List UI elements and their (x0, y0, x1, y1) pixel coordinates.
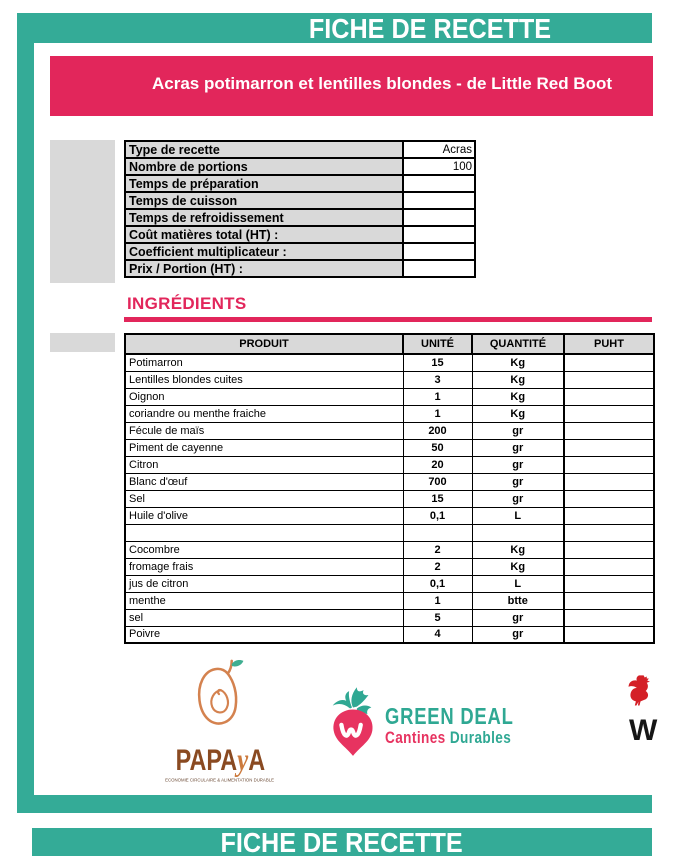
ingredient-product: Piment de cayenne (125, 439, 403, 456)
ingredient-product: Sel (125, 490, 403, 507)
ingredient-puht-value (564, 592, 654, 609)
green-deal-title: GREEN DEAL (385, 703, 514, 729)
ingredient-puht-value (564, 439, 654, 456)
rooster-icon (626, 672, 653, 715)
ingredients-header-row (125, 334, 654, 354)
ingredient-product: jus de citron (125, 575, 403, 592)
info-row (125, 260, 475, 277)
ingredient-row (125, 507, 654, 524)
ingredient-row (125, 439, 654, 456)
recipe-title-banner (50, 56, 653, 116)
ingredient-unite-value: 4 (403, 626, 472, 643)
green-deal-logo (325, 684, 546, 767)
col-header-unite: UNITÉ (403, 334, 472, 354)
ingredient-product: Citron (125, 456, 403, 473)
ingredients-table (124, 333, 655, 644)
papaya-wordmark: PAPAyA (175, 741, 265, 777)
papaya-logo (165, 658, 275, 784)
ingredient-quantite-value: gr (472, 456, 564, 473)
ingredient-unite-value: 1 (403, 592, 472, 609)
ingredient-row (125, 609, 654, 626)
ingredient-unite-value (403, 524, 472, 541)
ingredient-product: Huile d'olive (125, 507, 403, 524)
info-row (125, 209, 475, 226)
ingredient-puht-value (564, 388, 654, 405)
ingredient-quantite-value: Kg (472, 354, 564, 371)
wallonie-logo (626, 672, 666, 746)
ingredient-unite-value: 2 (403, 558, 472, 575)
ingredient-product (125, 524, 403, 541)
green-deal-wordmark (385, 704, 514, 747)
ingredient-product: Fécule de maïs (125, 422, 403, 439)
ingredient-quantite-value: Kg (472, 388, 564, 405)
info-value (403, 226, 475, 243)
ingredient-puht-value (564, 626, 654, 643)
sheet-header-title: FICHE DE RECETTE (308, 13, 552, 44)
ingredient-product: coriandre ou menthe fraiche (125, 405, 403, 422)
ingredient-unite-value: 50 (403, 439, 472, 456)
page-left-border-bar (17, 13, 34, 813)
ingredient-quantite-value: Kg (472, 541, 564, 558)
ingredient-row (125, 473, 654, 490)
next-page-header-title: FICHE DE RECETTE (220, 827, 464, 856)
ingredient-quantite-value: gr (472, 473, 564, 490)
ingredient-product: fromage frais (125, 558, 403, 575)
ingredients-section-title: INGRÉDIENTS (127, 294, 247, 313)
ingredient-unite-value: 1 (403, 405, 472, 422)
ingredient-row (125, 371, 654, 388)
ingredient-puht-value (564, 422, 654, 439)
ingredient-product: Poivre (125, 626, 403, 643)
ingredient-row (125, 354, 654, 371)
ingredient-quantite-value: gr (472, 609, 564, 626)
ingredient-quantite-value: gr (472, 422, 564, 439)
info-row (125, 192, 475, 209)
ingredient-row (125, 456, 654, 473)
info-label: Temps de préparation (125, 175, 403, 192)
ingredient-unite-value: 5 (403, 609, 472, 626)
ingredient-quantite-value: Kg (472, 558, 564, 575)
ingredient-unite-value: 15 (403, 354, 472, 371)
papaya-tagline: ÉCONOMIE CIRCULAIRE & ALIMENTATION DURABLE (165, 778, 275, 784)
ingredient-puht-value (564, 575, 654, 592)
ingredient-quantite-value: Kg (472, 371, 564, 388)
ingredient-unite-value: 2 (403, 541, 472, 558)
ingredient-puht-value (564, 524, 654, 541)
ingredient-row (125, 524, 654, 541)
ingredient-puht-value (564, 609, 654, 626)
col-header-puht: PUHT (564, 334, 654, 354)
ingredient-row (125, 592, 654, 609)
ingredient-unite-value: 0,1 (403, 507, 472, 524)
ingredient-quantite-value: Kg (472, 405, 564, 422)
ingredient-product: Potimarron (125, 354, 403, 371)
info-label: Prix / Portion (HT) : (125, 260, 403, 277)
info-row (125, 141, 475, 158)
ingredient-product: Blanc d'œuf (125, 473, 403, 490)
info-value (403, 192, 475, 209)
ingredient-puht-value (564, 456, 654, 473)
ingredient-puht-value (564, 490, 654, 507)
info-row (125, 243, 475, 260)
info-label: Temps de cuisson (125, 192, 403, 209)
ingredient-unite-value: 3 (403, 371, 472, 388)
ingredient-puht-value (564, 354, 654, 371)
ingredient-puht-value (564, 541, 654, 558)
ingredient-quantite-value: gr (472, 490, 564, 507)
info-label: Nombre de portions (125, 158, 403, 175)
ingredient-row (125, 422, 654, 439)
info-label: Type de recette (125, 141, 403, 158)
ingredient-quantite-value: gr (472, 439, 564, 456)
ingredient-quantite-value: gr (472, 626, 564, 643)
side-shading-block-2 (50, 333, 115, 352)
ingredient-quantite-value: L (472, 575, 564, 592)
info-row (125, 158, 475, 175)
recipe-title: Acras potimarron et lentilles blondes - de Little Red Boot (152, 74, 613, 93)
info-value (403, 243, 475, 260)
ingredient-unite-value: 1 (403, 388, 472, 405)
ingredient-puht-value (564, 405, 654, 422)
info-label: Temps de refroidissement (125, 209, 403, 226)
ingredient-quantite-value: L (472, 507, 564, 524)
ingredient-unite-value: 20 (403, 456, 472, 473)
ingredient-row (125, 541, 654, 558)
info-value (403, 175, 475, 192)
ingredient-row (125, 490, 654, 507)
col-header-produit: PRODUIT (125, 334, 403, 354)
ingredient-unite-value: 700 (403, 473, 472, 490)
ingredient-product: menthe (125, 592, 403, 609)
ingredient-row (125, 388, 654, 405)
info-value: Acras (403, 141, 475, 158)
ingredient-row (125, 626, 654, 643)
wallonie-letter: W (629, 714, 657, 747)
ingredient-row (125, 405, 654, 422)
ingredient-product: Oignon (125, 388, 403, 405)
info-value (403, 209, 475, 226)
info-label: Coefficient multiplicateur : (125, 243, 403, 260)
ingredient-puht-value (564, 371, 654, 388)
next-page-header-bar (32, 828, 652, 856)
ingredient-puht-value (564, 558, 654, 575)
radish-icon (325, 684, 381, 767)
side-shading-block (50, 140, 115, 283)
ingredient-puht-value (564, 473, 654, 490)
col-header-quantite: QUANTITÉ (472, 334, 564, 354)
info-value (403, 260, 475, 277)
ingredient-puht-value (564, 507, 654, 524)
info-row (125, 226, 475, 243)
ingredient-unite-value: 15 (403, 490, 472, 507)
ingredient-product: Lentilles blondes cuites (125, 371, 403, 388)
info-label: Coût matières total (HT) : (125, 226, 403, 243)
ingredient-unite-value: 200 (403, 422, 472, 439)
ingredient-quantite-value (472, 524, 564, 541)
green-deal-subtitle: Cantines Durables (385, 728, 512, 747)
ingredient-quantite-value: btte (472, 592, 564, 609)
info-row (125, 175, 475, 192)
ingredients-underline (124, 317, 652, 322)
page-bottom-border-bar (17, 795, 652, 813)
info-value: 100 (403, 158, 475, 175)
ingredient-row (125, 575, 654, 592)
ingredient-product: sel (125, 609, 403, 626)
ingredient-product: Cocombre (125, 541, 403, 558)
ingredient-row (125, 558, 654, 575)
papaya-fruit-icon (188, 658, 252, 743)
ingredient-unite-value: 0,1 (403, 575, 472, 592)
recipe-info-table (124, 140, 476, 278)
